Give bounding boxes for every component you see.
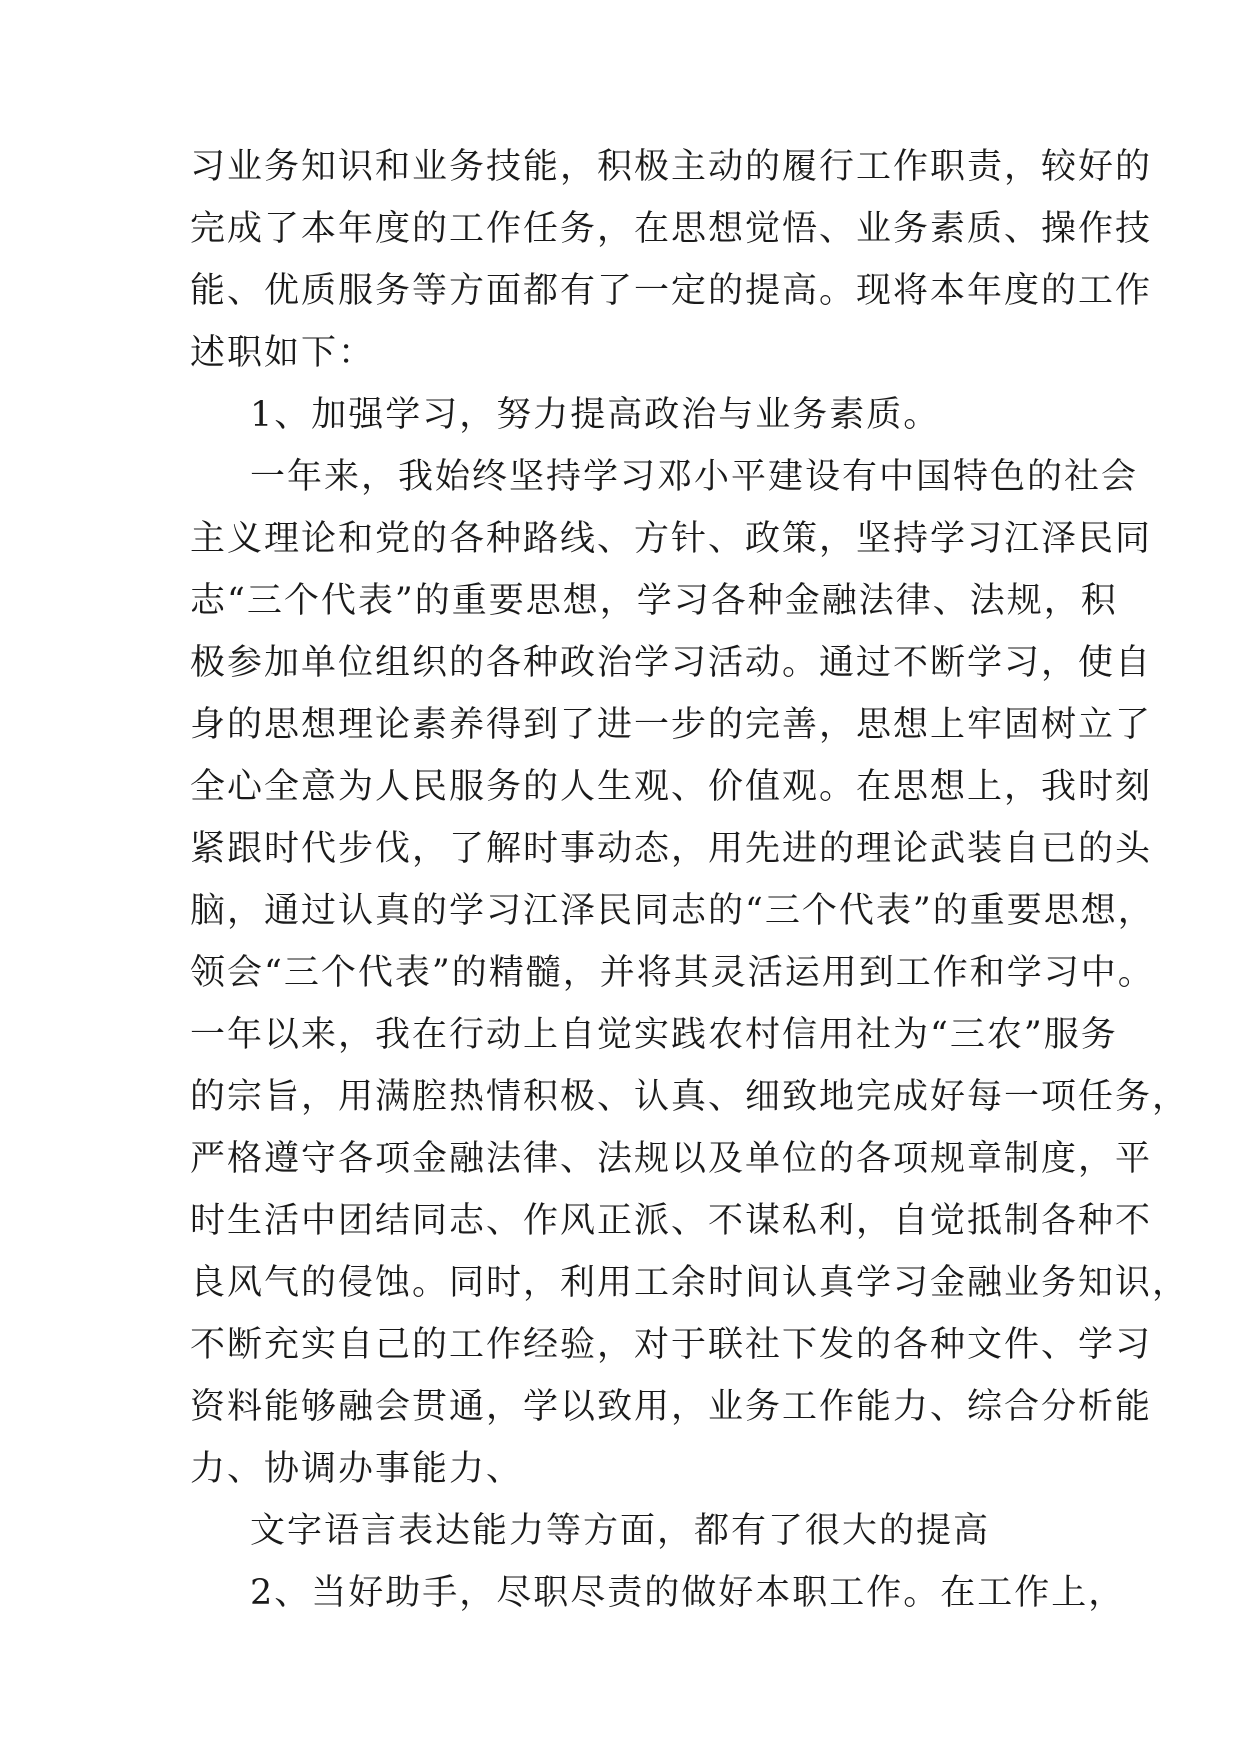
document-body <box>190 136 1190 1624</box>
text-line: 一年来，我始终坚持学习邓小平建设有中国特色的社会 <box>250 457 1139 497</box>
text-line: 的宗旨，用满腔热情积极、认真、细致地完成好每一项任务， <box>190 1077 1190 1117</box>
text-line: 资料能够融会贯通，学以致用，业务工作能力、综合分析能 <box>190 1387 1153 1427</box>
section-heading: 2、当好助手，尽职尽责的做好本职工作。在工作上， <box>250 1573 1126 1613</box>
text-line: 领会“三个代表”的精髓，并将其灵活运用到工作和学习中。 <box>190 953 1155 993</box>
text-line: 脑，通过认真的学习江泽民同志的“三个代表”的重要思想， <box>190 891 1155 931</box>
text-line: 志“三个代表”的重要思想，学习各种金融法律、法规，积 <box>190 581 1118 621</box>
text-line: 力、协调办事能力、 <box>190 1449 524 1489</box>
text-line: 一年以来，我在行动上自觉实践农村信用社为“三农”服务 <box>190 1015 1118 1055</box>
text-line: 习业务知识和业务技能，积极主动的履行工作职责，较好的 <box>190 147 1153 187</box>
section-heading: 1、加强学习，努力提高政治与业务素质。 <box>250 395 941 435</box>
text-line: 全心全意为人民服务的人生观、价值观。在思想上，我时刻 <box>190 767 1153 807</box>
text-line: 述职如下： <box>190 333 376 373</box>
text-line: 文字语言表达能力等方面，都有了很大的提高 <box>250 1511 991 1551</box>
text-line: 主义理论和党的各种路线、方针、政策，坚持学习江泽民同 <box>190 519 1153 559</box>
text-line: 完成了本年度的工作任务，在思想觉悟、业务素质、操作技 <box>190 209 1153 249</box>
text-line: 紧跟时代步伐，了解时事动态，用先进的理论武装自已的头 <box>190 829 1153 869</box>
text-line: 时生活中团结同志、作风正派、不谋私利，自觉抵制各种不 <box>190 1201 1153 1241</box>
text-line: 良风气的侵蚀。同时，利用工余时间认真学习金融业务知识， <box>190 1263 1190 1303</box>
text-line: 能、优质服务等方面都有了一定的提高。现将本年度的工作 <box>190 271 1153 311</box>
text-line: 严格遵守各项金融法律、法规以及单位的各项规章制度，平 <box>190 1139 1153 1179</box>
text-line: 极参加单位组织的各种政治学习活动。通过不断学习，使自 <box>190 643 1153 683</box>
text-line: 不断充实自己的工作经验，对于联社下发的各种文件、学习 <box>190 1325 1153 1365</box>
text-line: 身的思想理论素养得到了进一步的完善，思想上牢固树立了 <box>190 705 1153 745</box>
